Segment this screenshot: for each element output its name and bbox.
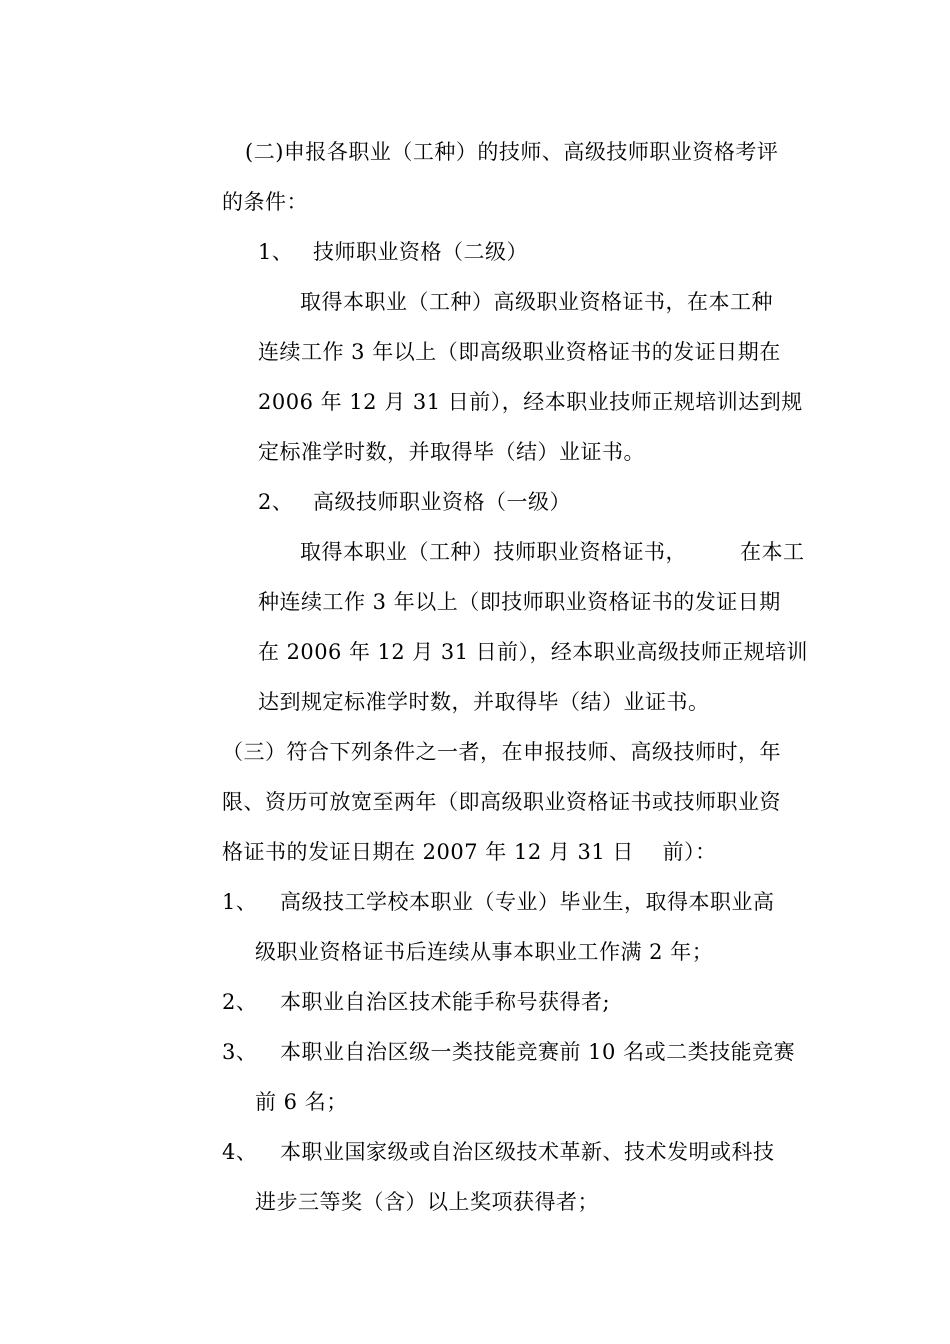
s3-item1-line2: 级职业资格证书后连续从事本职业工作满 2 年； <box>255 940 714 964</box>
section3-heading-line3: 格证书的发证日期在 2007 年 12 月 31 日 前）： <box>222 840 717 864</box>
section2-heading-line2: 的条件： <box>222 190 308 214</box>
item1-body-line2: 连续工作 3 年以上（即高级职业资格证书的发证日期在 <box>258 340 781 364</box>
s3-item3-line2: 前 6 名； <box>255 1090 348 1114</box>
item2-body-line2: 种连续工作 3 年以上（即技师职业资格证书的发证日期 <box>258 590 781 614</box>
item2-title: 高级技师职业资格（一级） <box>313 490 571 514</box>
item1-body-line3: 2006 年 12 月 31 日前），经本职业技师正规培训达到规 <box>258 390 803 414</box>
section3-heading-line1: （三）符合下列条件之一者，在申报技师、高级技师时，年 <box>222 740 781 764</box>
item1-body-line1: 取得本职业（工种）高级职业资格证书，在本工种 <box>300 290 773 314</box>
item2-number: 2、 <box>258 490 294 514</box>
section2-heading-line1: (二)申报各职业（工种）的技师、高级技师职业资格考评 <box>245 140 779 164</box>
s3-item2-number: 2、 <box>222 990 258 1014</box>
s3-item4-line2: 进步三等奖（含）以上奖项获得者； <box>255 1190 599 1214</box>
s3-item1-number: 1、 <box>222 890 258 914</box>
item1-title: 技师职业资格（二级） <box>313 240 528 264</box>
s3-item4-line1: 本职业国家级或自治区级技术革新、技术发明或科技 <box>280 1140 775 1164</box>
item1-body-line4: 定标准学时数，并取得毕（结）业证书。 <box>258 440 645 464</box>
item2-body-line3: 在 2006 年 12 月 31 日前），经本职业高级技师正规培训 <box>258 640 808 664</box>
s3-item3-line1: 本职业自治区级一类技能竞赛前 10 名或二类技能竞赛 <box>280 1040 796 1064</box>
s3-item3-number: 3、 <box>222 1040 258 1064</box>
item1-number: 1、 <box>258 240 294 264</box>
item2-body-line4: 达到规定标准学时数，并取得毕（结）业证书。 <box>258 690 710 714</box>
s3-item4-number: 4、 <box>222 1140 258 1164</box>
section3-heading-line2: 限、资历可放宽至两年（即高级职业资格证书或技师职业资 <box>222 790 781 814</box>
item2-body-line1a: 取得本职业（工种）技师职业资格证书， <box>300 540 687 564</box>
item2-body-line1b: 在本工 <box>740 540 805 564</box>
s3-item1-line1: 高级技工学校本职业（专业）毕业生，取得本职业高 <box>280 890 775 914</box>
s3-item2-line1: 本职业自治区技术能手称号获得者; <box>280 990 611 1014</box>
